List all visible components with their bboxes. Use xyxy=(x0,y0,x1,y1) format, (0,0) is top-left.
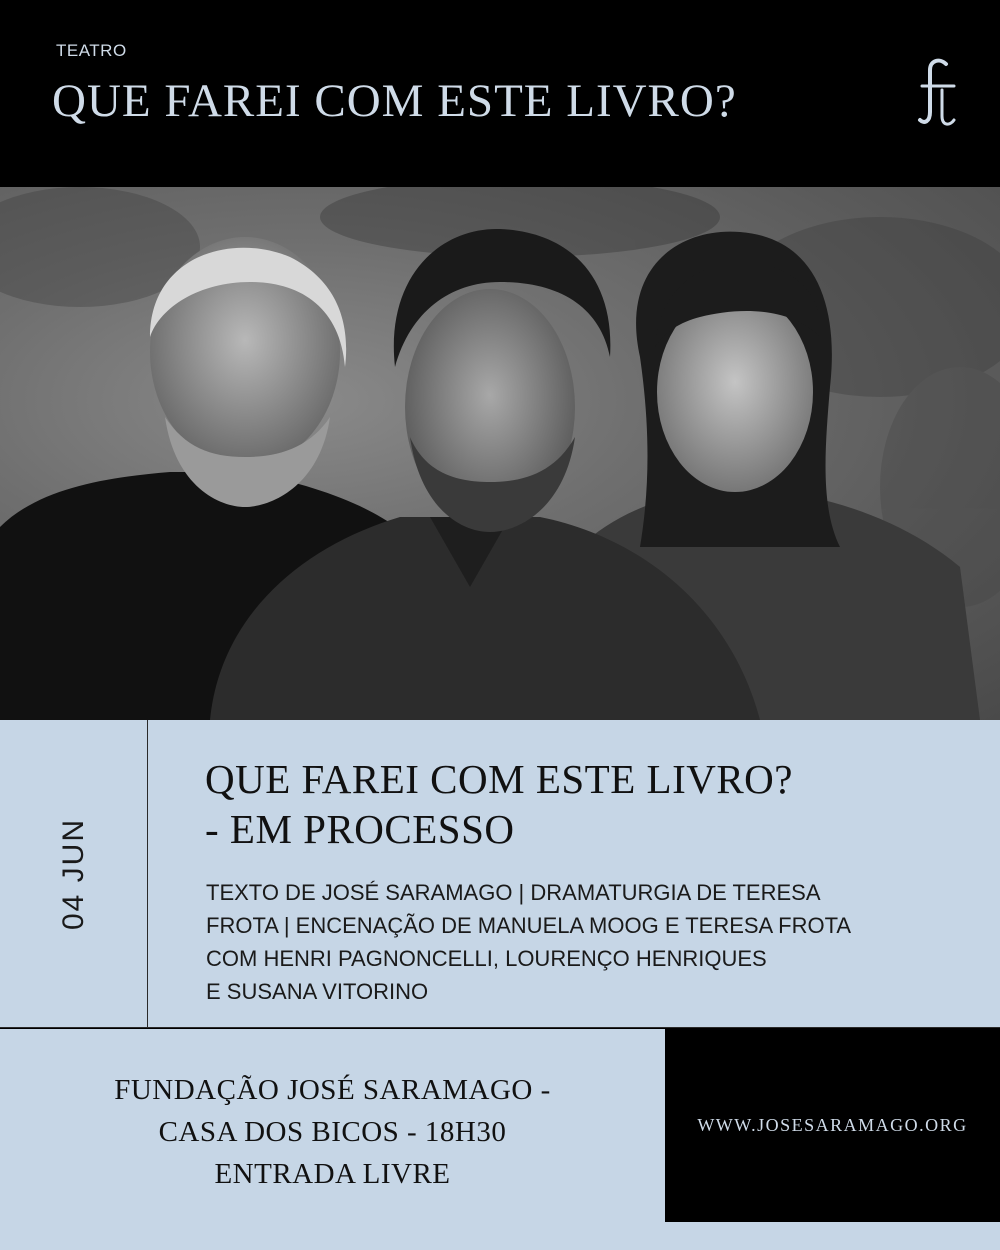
venue-info xyxy=(0,1069,665,1195)
header-title: QUE FAREI COM ESTE LIVRO? xyxy=(52,75,737,127)
credits-line: FROTA | ENCENAÇÃO DE MANUELA MOOG E TERESA FROTA xyxy=(206,913,852,938)
cast-photo xyxy=(0,187,1000,720)
venue-line: FUNDAÇÃO JOSÉ SARAMAGO - xyxy=(114,1074,551,1106)
header xyxy=(0,0,1000,187)
event-info-panel xyxy=(0,720,1000,1028)
website-link[interactable]: WWW.JOSESARAMAGO.ORG xyxy=(697,1115,968,1135)
category-label: TEATRO xyxy=(56,41,127,60)
event-title-line-2: - EM PROCESSO xyxy=(205,806,515,852)
event-title-line-1: QUE FAREI COM ESTE LIVRO? xyxy=(205,756,793,802)
event-date: 04 JUN xyxy=(57,817,90,931)
bottom-strip xyxy=(665,1222,1000,1250)
credits-line: TEXTO DE JOSÉ SARAMAGO | DRAMATURGIA DE TERESA xyxy=(206,880,821,905)
venue-line: CASA DOS BICOS - 18H30 xyxy=(158,1116,507,1148)
event-credits xyxy=(206,876,966,1008)
fjs-monogram-icon xyxy=(916,56,960,128)
vertical-divider xyxy=(147,720,148,1028)
credits-line: E SUSANA VITORINO xyxy=(206,979,429,1004)
event-title xyxy=(205,754,793,854)
venue-line: ENTRADA LIVRE xyxy=(214,1158,451,1190)
credits-line: COM HENRI PAGNONCELLI, LOURENÇO HENRIQUES xyxy=(206,946,767,971)
venue-panel xyxy=(0,1029,665,1250)
website-panel xyxy=(665,1029,1000,1222)
